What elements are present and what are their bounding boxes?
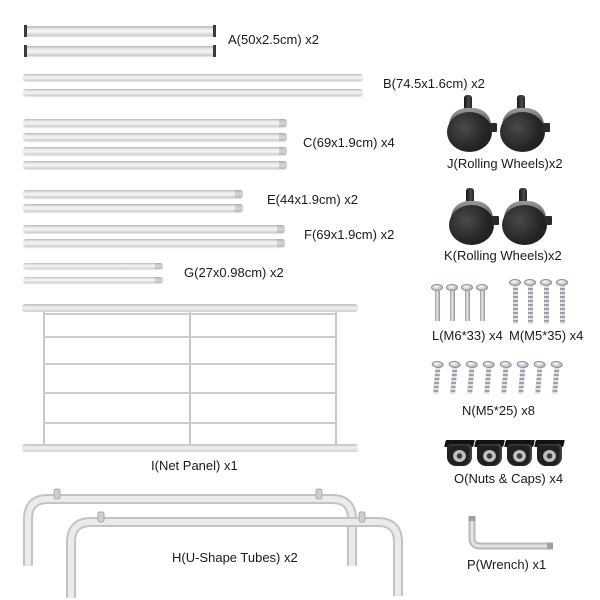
rolling-wheel-icon xyxy=(502,188,552,246)
screw-icon xyxy=(524,279,536,324)
screw-icon xyxy=(497,360,512,394)
screw-icon xyxy=(531,360,546,394)
nut-cap-icon xyxy=(506,440,533,467)
bar-end-cap-icon xyxy=(155,277,163,283)
bar-end-cap-icon xyxy=(155,263,163,269)
net-panel-bottom-rail-icon xyxy=(22,444,358,452)
bar-e-icon xyxy=(23,204,243,212)
bar-a-icon xyxy=(25,46,215,56)
bar-end-tick-icon xyxy=(213,45,216,57)
part-j-label: J(Rolling Wheels)x2 xyxy=(447,156,563,171)
wheel-brake-tab-icon xyxy=(492,216,499,225)
bar-c-icon xyxy=(23,147,287,155)
part-l-label: L(M6*33) x4 xyxy=(432,328,503,343)
part-h-label: H(U-Shape Tubes) x2 xyxy=(172,550,298,565)
net-wire-icon xyxy=(43,313,337,315)
wheel-disc-icon xyxy=(502,205,547,245)
screw-icon xyxy=(476,284,488,321)
net-wire-icon xyxy=(43,336,337,338)
screw-icon xyxy=(556,279,568,324)
screw-icon xyxy=(514,360,529,394)
bar-end-cap-icon xyxy=(235,190,243,198)
bar-end-cap-icon xyxy=(235,204,243,212)
screw-icon xyxy=(429,360,444,394)
part-o-label: O(Nuts & Caps) x4 xyxy=(454,471,564,486)
bar-end-tick-icon xyxy=(24,45,27,57)
net-wire-icon xyxy=(43,312,45,446)
screw-icon xyxy=(461,284,473,321)
rolling-wheel-icon xyxy=(449,188,499,246)
part-e-label: E(44x1.9cm) x2 xyxy=(267,192,359,207)
bar-g-icon xyxy=(23,263,163,269)
part-a-label: A(50x2.5cm) x2 xyxy=(228,32,320,47)
part-k-label: K(Rolling Wheels)x2 xyxy=(444,248,562,263)
bar-b-icon xyxy=(23,74,363,81)
bar-end-cap-icon xyxy=(279,119,287,127)
nut-cap-icon xyxy=(446,440,473,467)
screw-icon xyxy=(446,360,461,394)
net-wire-icon xyxy=(43,392,337,394)
bar-end-cap-icon xyxy=(279,161,287,169)
bar-end-cap-icon xyxy=(279,133,287,141)
part-n-label: N(M5*25) x8 xyxy=(462,403,535,418)
bar-end-cap-icon xyxy=(277,225,285,233)
nut-cap-icon xyxy=(476,440,503,467)
wrench-icon xyxy=(440,505,570,560)
bar-end-tick-icon xyxy=(24,25,27,37)
bar-f-icon xyxy=(23,225,285,233)
bar-g-icon xyxy=(23,277,163,283)
wheel-disc-icon xyxy=(449,205,494,245)
bar-end-cap-icon xyxy=(277,239,285,247)
net-wire-icon xyxy=(335,312,337,446)
bar-end-cap-icon xyxy=(279,147,287,155)
part-m-label: M(M5*35) x4 xyxy=(509,328,584,343)
bar-f-icon xyxy=(23,239,285,247)
screw-icon xyxy=(540,279,552,324)
wheel-brake-tab-icon xyxy=(543,123,550,132)
screw-icon xyxy=(446,284,458,321)
wheel-brake-tab-icon xyxy=(490,123,497,132)
bar-c-icon xyxy=(23,133,287,141)
u-shape-tubes-icon xyxy=(0,480,440,600)
bar-a-icon xyxy=(25,26,215,36)
wheel-brake-tab-icon xyxy=(545,216,552,225)
part-b-label: B(74.5x1.6cm) x2 xyxy=(383,76,485,91)
part-i-label: I(Net Panel) x1 xyxy=(151,458,238,473)
part-p-label: P(Wrench) x1 xyxy=(467,557,547,572)
screw-icon xyxy=(431,284,443,321)
bar-c-icon xyxy=(23,119,287,127)
bar-b-icon xyxy=(23,89,363,96)
nut-cap-icon xyxy=(536,440,563,467)
screw-icon xyxy=(480,360,495,394)
wheel-disc-icon xyxy=(447,112,492,152)
wheel-disc-icon xyxy=(500,112,545,152)
net-panel-top-rail-icon xyxy=(22,304,358,312)
part-g-label: G(27x0.98cm) x2 xyxy=(184,265,284,280)
screw-icon xyxy=(509,279,521,324)
rolling-wheel-icon xyxy=(447,95,497,153)
screw-icon xyxy=(548,360,563,394)
net-wire-icon xyxy=(43,422,337,424)
rolling-wheel-icon xyxy=(500,95,550,153)
net-wire-icon xyxy=(43,363,337,365)
net-wire-icon xyxy=(189,312,191,446)
part-c-label: C(69x1.9cm) x4 xyxy=(303,135,395,150)
bar-c-icon xyxy=(23,161,287,169)
bar-end-tick-icon xyxy=(213,25,216,37)
part-f-label: F(69x1.9cm) x2 xyxy=(304,227,395,242)
screw-icon xyxy=(463,360,478,394)
bar-e-icon xyxy=(23,190,243,198)
